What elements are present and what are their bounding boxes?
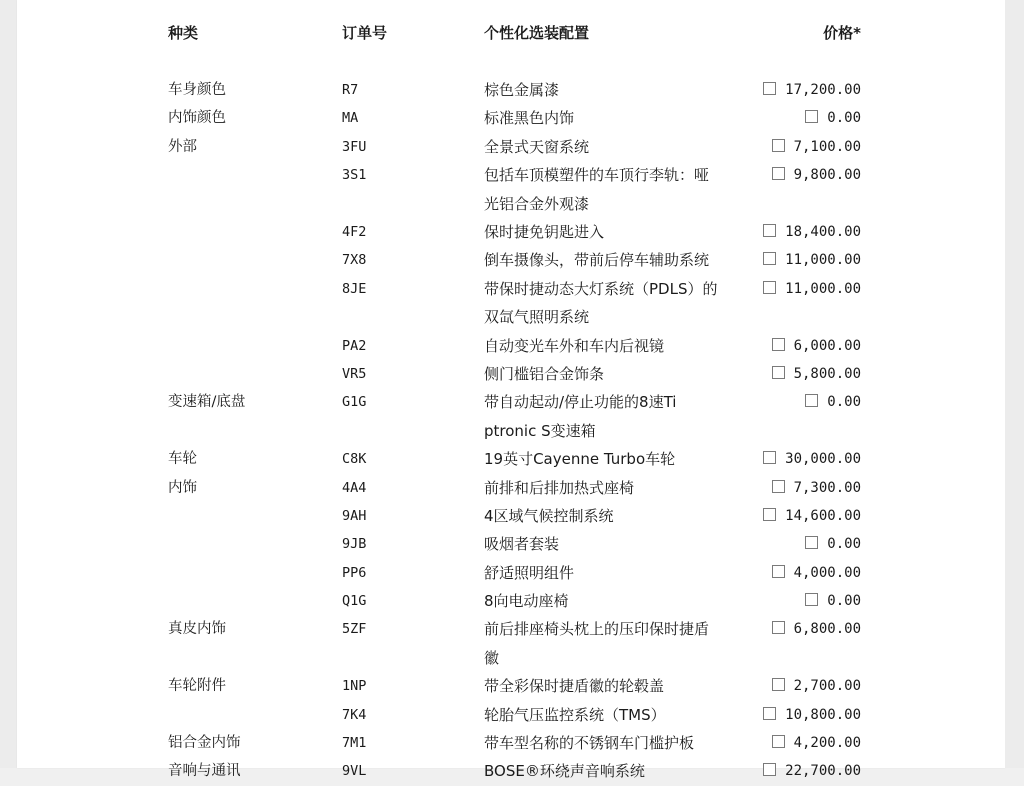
row-configuration-line: ptronic S变速箱 (484, 421, 596, 440)
row-price (763, 701, 861, 729)
table-row (17, 445, 1005, 473)
row-price (763, 275, 861, 303)
price-value: 11,000.00 (785, 280, 861, 297)
row-order-number: G1G (342, 394, 367, 411)
row-price (772, 729, 861, 757)
price-value: 7,300.00 (793, 479, 861, 496)
row-configuration (484, 729, 759, 757)
checkbox-icon[interactable] (763, 508, 776, 521)
checkbox-icon[interactable] (772, 139, 785, 152)
table-row (17, 246, 1005, 274)
checkbox-icon[interactable] (805, 110, 818, 123)
row-price (772, 161, 861, 189)
row-configuration (484, 757, 759, 785)
options-table (17, 76, 1005, 786)
row-category: 外部 (168, 138, 197, 155)
row-price (805, 587, 861, 615)
row-category: 车轮 (168, 451, 197, 468)
row-order-number: 1NP (342, 678, 367, 695)
row-configuration (484, 388, 759, 445)
row-configuration (484, 332, 759, 360)
row-order-number: 3FU (342, 138, 367, 155)
row-configuration-line: 舒适照明组件 (484, 563, 575, 582)
row-price (772, 133, 861, 161)
checkbox-icon[interactable] (772, 678, 785, 691)
table-row (17, 615, 1005, 672)
row-price (763, 445, 861, 473)
row-order-number: 3S1 (342, 167, 367, 184)
checkbox-icon[interactable] (805, 593, 818, 606)
row-configuration (484, 76, 759, 104)
price-value: 6,800.00 (793, 621, 861, 638)
table-header (17, 22, 1005, 46)
price-value: 14,600.00 (785, 507, 861, 524)
checkbox-icon[interactable] (805, 394, 818, 407)
row-order-number: R7 (342, 82, 359, 98)
row-configuration (484, 104, 759, 132)
checkbox-icon[interactable] (763, 82, 776, 95)
row-category: 车身颜色 (168, 82, 226, 98)
row-configuration (484, 502, 759, 530)
row-price (763, 246, 861, 274)
row-price (805, 104, 861, 132)
row-price (763, 757, 861, 785)
row-configuration-line: BOSE®环绕声音响系统 (484, 762, 645, 781)
checkbox-icon[interactable] (763, 252, 776, 265)
price-value: 0.00 (827, 110, 861, 127)
row-order-number: 4A4 (342, 479, 367, 496)
row-price (772, 360, 861, 388)
row-configuration (484, 161, 759, 218)
row-configuration (484, 672, 759, 700)
row-order-number: 8JE (342, 280, 367, 297)
table-row (17, 701, 1005, 729)
row-configuration (484, 445, 759, 473)
table-row (17, 672, 1005, 700)
price-value: 0.00 (827, 394, 861, 411)
row-configuration-line: 标准黑色内饰 (484, 109, 575, 128)
row-configuration-line: 光铝合金外观漆 (484, 194, 590, 213)
price-value: 4,200.00 (793, 735, 861, 752)
row-configuration-line: 前后排座椅头枕上的压印保时捷盾 (484, 620, 710, 639)
row-configuration-line: 保时捷免钥匙进入 (484, 222, 605, 241)
price-value: 2,700.00 (793, 678, 861, 695)
row-configuration-line: 吸烟者套装 (484, 535, 560, 554)
table-row (17, 530, 1005, 558)
checkbox-icon[interactable] (763, 224, 776, 237)
checkbox-icon[interactable] (772, 565, 785, 578)
row-configuration (484, 701, 759, 729)
table-row (17, 161, 1005, 218)
row-configuration-line: 徽 (484, 648, 500, 667)
row-order-number: 4F2 (342, 223, 367, 240)
price-value: 0.00 (827, 536, 861, 553)
table-row (17, 104, 1005, 132)
row-order-number: 7X8 (342, 252, 367, 269)
row-order-number: 9JB (342, 536, 367, 553)
row-configuration (484, 275, 759, 332)
row-category: 变速箱/底盘 (168, 394, 246, 411)
table-row (17, 218, 1005, 246)
table-row (17, 332, 1005, 360)
table-row (17, 133, 1005, 161)
row-price (805, 530, 861, 558)
row-price (772, 332, 861, 360)
checkbox-icon[interactable] (772, 167, 785, 180)
checkbox-icon[interactable] (772, 338, 785, 351)
header-category: 种类 (168, 24, 199, 42)
row-category: 内饰 (168, 479, 197, 496)
row-price (772, 672, 861, 700)
checkbox-icon[interactable] (772, 366, 785, 379)
table-row (17, 474, 1005, 502)
checkbox-icon[interactable] (763, 707, 776, 720)
row-configuration (484, 218, 759, 246)
checkbox-icon[interactable] (772, 621, 785, 634)
row-configuration-line: 8向电动座椅 (484, 592, 569, 611)
table-row (17, 76, 1005, 104)
row-configuration-line: 包括车顶模塑件的车顶行李轨：哑 (484, 166, 710, 185)
table-row (17, 729, 1005, 757)
header-price: 价格* (823, 24, 861, 42)
price-value: 18,400.00 (785, 223, 861, 240)
header-order-number: 订单号 (342, 24, 388, 42)
table-row (17, 388, 1005, 445)
checkbox-icon[interactable] (763, 451, 776, 464)
checkbox-icon[interactable] (772, 735, 785, 748)
header-configuration: 个性化选装配置 (484, 24, 590, 42)
row-configuration-line: 全景式天窗系统 (484, 137, 590, 156)
price-value: 6,000.00 (793, 337, 861, 354)
row-configuration-line: 前排和后排加热式座椅 (484, 478, 635, 497)
row-category: 铝合金内饰 (168, 735, 241, 752)
row-configuration-line: 19英寸Cayenne Turbo车轮 (484, 450, 676, 469)
row-order-number: MA (342, 110, 359, 127)
row-configuration-line: 棕色金属漆 (484, 81, 560, 99)
row-configuration-line: 带自动起动/停止功能的8速Ti (484, 393, 677, 412)
price-value: 30,000.00 (785, 451, 861, 468)
checkbox-icon[interactable] (805, 536, 818, 549)
row-order-number: VR5 (342, 365, 367, 382)
row-configuration-line: 侧门槛铝合金饰条 (484, 364, 605, 383)
row-price (772, 559, 861, 587)
row-order-number: 7K4 (342, 706, 367, 723)
row-order-number: C8K (342, 451, 367, 468)
row-configuration-line: 带车型名称的不锈钢车门槛护板 (484, 734, 695, 753)
table-row (17, 275, 1005, 332)
row-order-number: 9AH (342, 507, 367, 524)
document-page (17, 0, 1005, 781)
row-configuration-line: 轮胎气压监控系统（TMS） (484, 705, 666, 724)
price-value: 9,800.00 (793, 167, 861, 184)
row-configuration (484, 474, 759, 502)
row-price (763, 76, 861, 104)
row-order-number: Q1G (342, 593, 367, 610)
row-order-number: PA2 (342, 337, 367, 354)
row-price (763, 218, 861, 246)
price-value: 5,800.00 (793, 365, 861, 382)
row-configuration (484, 246, 759, 274)
price-value: 4,000.00 (793, 564, 861, 581)
row-configuration (484, 133, 759, 161)
row-configuration-line: 倒车摄像头，带前后停车辅助系统 (484, 251, 710, 270)
viewer-background-right (1005, 0, 1024, 768)
row-category: 内饰颜色 (168, 110, 226, 127)
price-value: 22,700.00 (785, 763, 861, 780)
checkbox-icon[interactable] (772, 480, 785, 493)
row-category: 车轮附件 (168, 678, 226, 695)
row-order-number: PP6 (342, 564, 367, 581)
row-configuration (484, 360, 759, 388)
row-configuration (484, 530, 759, 558)
row-configuration-line: 带全彩保时捷盾徽的轮毂盖 (484, 677, 665, 696)
row-price (763, 502, 861, 530)
row-category: 音响与通讯 (168, 763, 241, 780)
price-value: 0.00 (827, 593, 861, 610)
price-value: 11,000.00 (785, 252, 861, 269)
row-configuration (484, 587, 759, 615)
table-row (17, 360, 1005, 388)
table-row (17, 587, 1005, 615)
row-configuration (484, 615, 759, 672)
row-configuration-line: 带保时捷动态大灯系统（PDLS）的 (484, 279, 718, 298)
row-category: 真皮内饰 (168, 621, 226, 638)
checkbox-icon[interactable] (763, 763, 776, 776)
row-order-number: 7M1 (342, 735, 367, 752)
row-configuration-line: 4区域气候控制系统 (484, 506, 614, 525)
table-row (17, 502, 1005, 530)
price-value: 10,800.00 (785, 706, 861, 723)
row-price (805, 388, 861, 416)
checkbox-icon[interactable] (763, 281, 776, 294)
table-row (17, 559, 1005, 587)
price-value: 7,100.00 (793, 138, 861, 155)
price-value: 17,200.00 (785, 82, 861, 98)
row-configuration-line: 双氙气照明系统 (484, 308, 590, 327)
row-order-number: 5ZF (342, 621, 367, 638)
viewer-background-left (0, 0, 17, 768)
row-price (772, 615, 861, 643)
row-price (772, 474, 861, 502)
row-configuration (484, 559, 759, 587)
row-order-number: 9VL (342, 763, 367, 780)
table-row (17, 757, 1005, 785)
row-configuration-line: 自动变光车外和车内后视镜 (484, 336, 665, 355)
